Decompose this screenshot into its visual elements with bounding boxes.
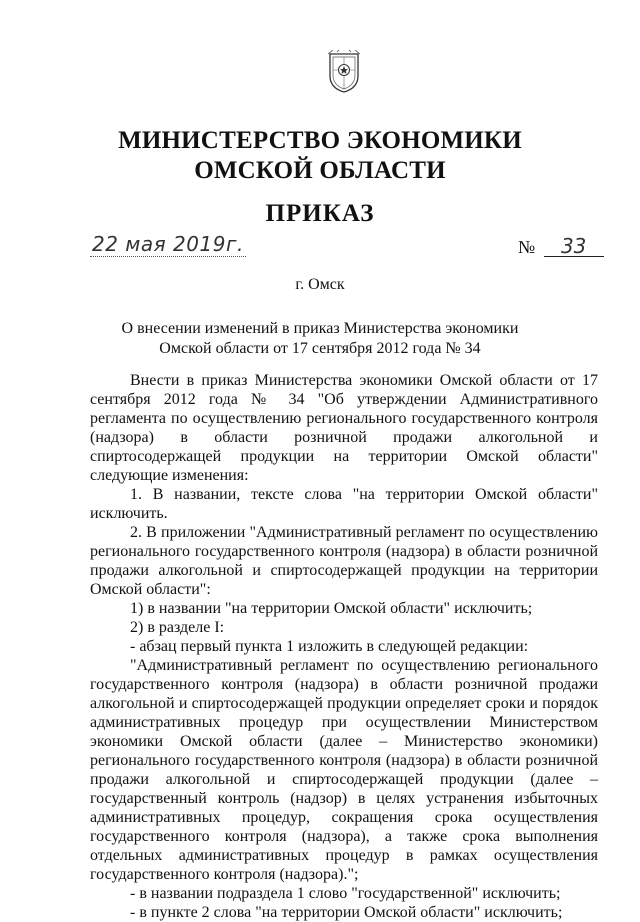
- body-paragraph: - абзац первый пункта 1 изложить в следующей редакции:: [130, 638, 529, 655]
- ministry-line-2: ОМСКОЙ ОБЛАСТИ: [194, 157, 446, 184]
- order-subject: [0, 319, 640, 359]
- ministry-name: [0, 126, 640, 186]
- body-paragraph: 1. В названии, тексте слова "на территории Омской области" исключить.: [90, 486, 598, 522]
- body-paragraph: 2) в разделе I:: [130, 619, 225, 636]
- order-number: [518, 236, 604, 258]
- subject-line-1: О внесении изменений в приказ Министерства экономики: [121, 320, 519, 337]
- body-paragraph: - в пункте 2 слова "на территории Омской области" исключить;: [130, 904, 563, 921]
- number-label: №: [518, 237, 536, 257]
- handwritten-date: 22 мая 2019г.: [92, 232, 244, 256]
- body-paragraph: - в названии подраздела 1 слово "государственной" исключить;: [130, 885, 561, 902]
- body-paragraph: 2. В приложении "Административный регламент по осуществлению регионального государственного контроля (надзора) в области розничной продажи алкогольной и спиртосодержащей продукции на территории Омской области":: [90, 524, 598, 598]
- document-body: [90, 371, 598, 922]
- omsk-coat-of-arms-icon: [327, 50, 361, 94]
- handwritten-number: 33: [544, 236, 604, 257]
- body-paragraph: 1) в названии "на территории Омской области" исключить;: [130, 600, 533, 617]
- city: г. Омск: [295, 276, 345, 293]
- body-paragraph: Внести в приказ Министерства экономики Омской области от 17 сентября 2012 года № 34 "Об утверждении Административного регламента по осуществлению регионального государственного контроля (надзора) в области розничной продажи алкогольной и спиртосодержащей продукции на территории Омской области" следующие изменения:: [90, 372, 598, 484]
- body-paragraph: "Административный регламент по осуществлению регионального государственного контроля (надзора) в области розничной продажи алкогольной и спиртосодержащей продукции определяет сроки и порядок административных процедур при осуществлении Министерством экономики Омской области (далее – Министерство экономики) регионального государственного контроля (надзора) в области розничной продажи алкогольной и спиртосодержащей продукции (далее – государственный контроль (надзор) в целях устранения избыточных административных процедур, сокращения срока осуществления государственного контроля (надзора), а также срока выполнения отдельных административных процедур в рамках осуществления государственного контроля (надзора).";: [90, 657, 598, 883]
- subject-line-2: Омской области от 17 сентября 2012 года № 34: [159, 340, 481, 357]
- ministry-line-1: МИНИСТЕРСТВО ЭКОНОМИКИ: [118, 127, 522, 154]
- document-type: ПРИКАЗ: [265, 200, 375, 227]
